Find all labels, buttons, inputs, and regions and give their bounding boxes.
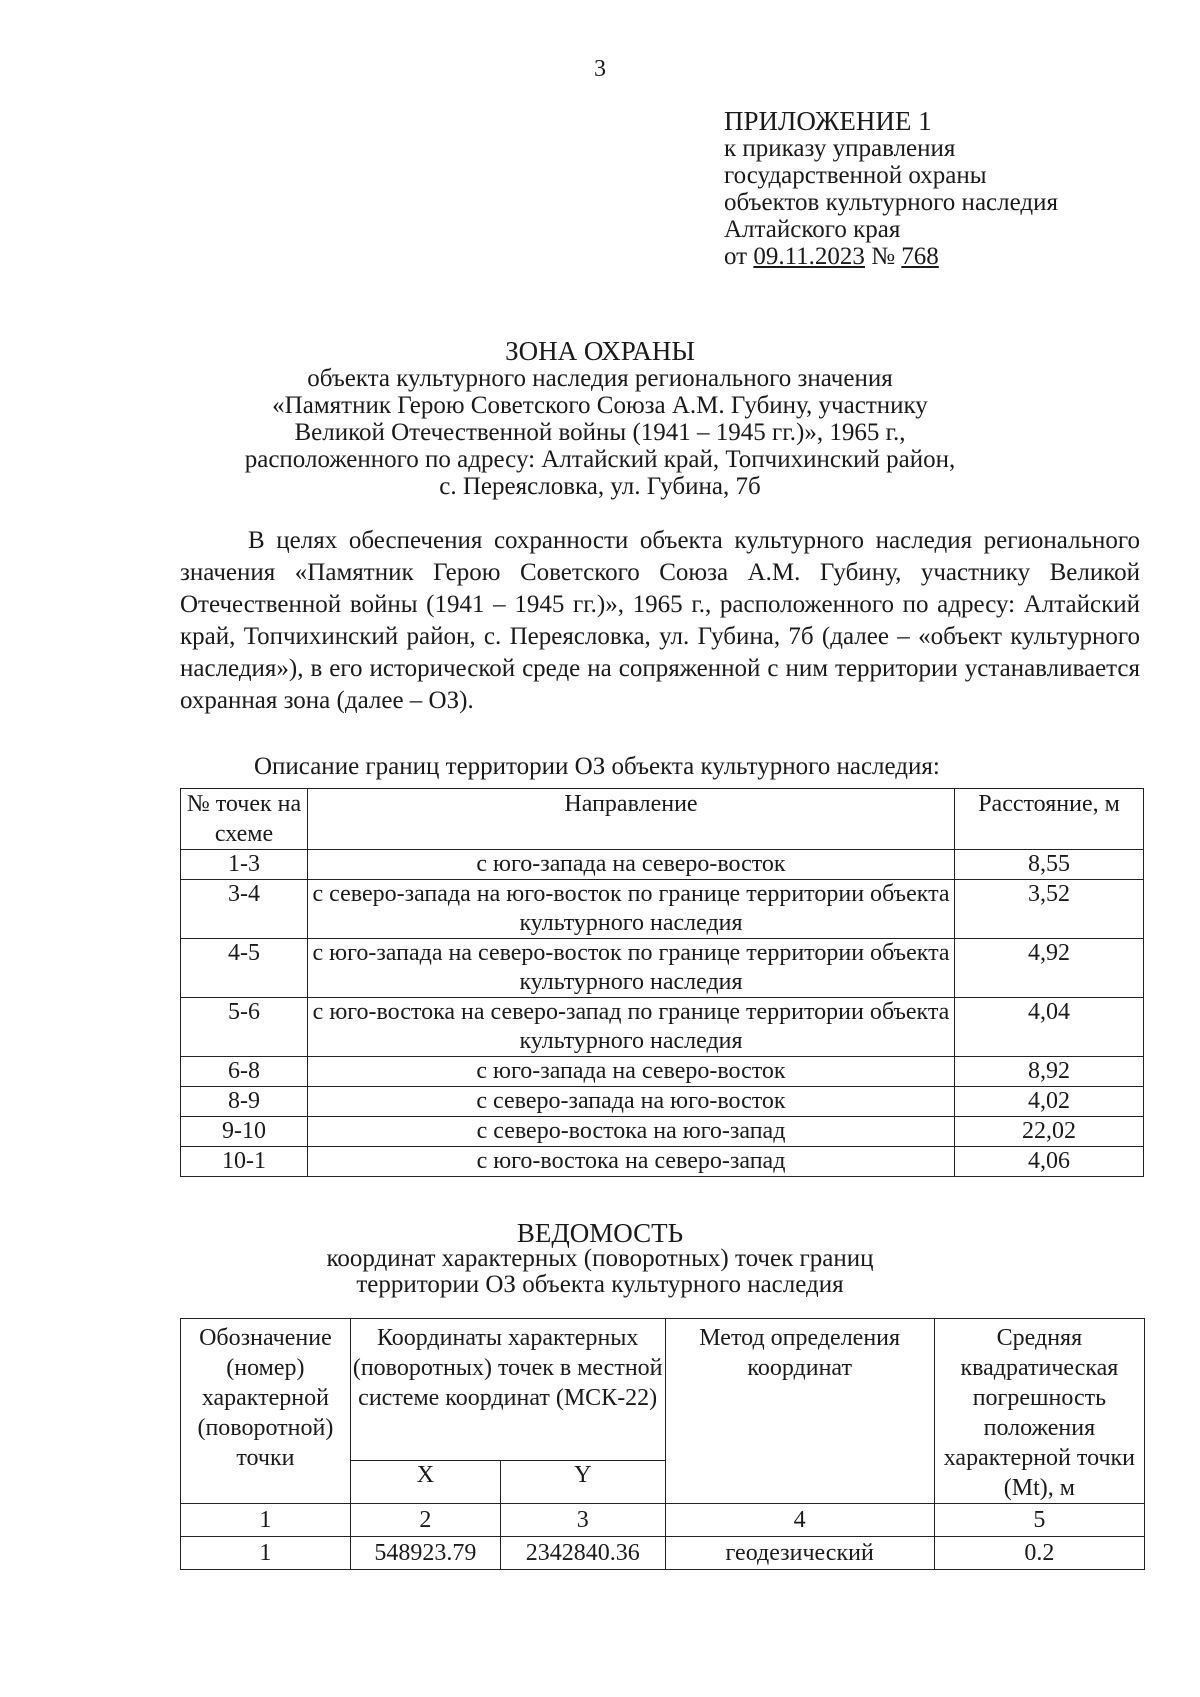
column-number: 1 [181, 1504, 351, 1537]
number-sign: № [864, 243, 902, 270]
appendix-line: государственной охраны [724, 162, 987, 189]
header-y: Y [500, 1460, 665, 1503]
table-header-row [181, 789, 1144, 850]
cell-distance: 22,02 [955, 1117, 1144, 1147]
cell-direction: с северо-востока на юго-запад [308, 1117, 955, 1147]
cell-point: 1 [181, 1537, 351, 1570]
zone-subtitle-line: «Памятник Герою Советского Союза А.М. Губину, участнику [272, 392, 928, 419]
header-method: Метод определения координат [665, 1319, 934, 1504]
zone-subtitle-line: Великой Отечественной войны (1941 – 1945 гг.)», 1965 г., [294, 419, 906, 446]
table-row [181, 939, 1144, 998]
appendix-date-line [724, 243, 1058, 270]
appendix-line: к приказу управления [724, 135, 956, 162]
cell-points: 9-10 [181, 1117, 308, 1147]
vedomost-subtitle-line: территории ОЗ объекта культурного наследия [356, 1271, 844, 1298]
intro-paragraph: В целях обеспечения сохранности объекта культурного наследия регионального значения «Памятник Герою Советского Союза А.М. Губину, участнику Великой Отечественной войны (1941 – 1945 гг.)», 1965 г., расположенного по адресу: Алтайский край, Топчихинский район, с. Переясловка, ул. Губина, 7б (далее – «объект культурного наследия»), в его исторической среде на сопряженной с ним территории устанавливается охранная зона (далее – ОЗ). [180, 527, 1140, 714]
column-number: 2 [350, 1504, 500, 1537]
appendix-line: объектов культурного наследия [724, 189, 1058, 216]
cell-x: 548923.79 [350, 1537, 500, 1570]
boundary-description-table [180, 788, 1144, 1177]
cell-distance: 3,52 [955, 880, 1144, 939]
vedomost-title-block [0, 1220, 1200, 1298]
header-error: Средняя квадратическая погрешность положения характерной точки (Mt), м [934, 1319, 1144, 1504]
cell-points: 4-5 [181, 939, 308, 998]
column-number-row [181, 1504, 1145, 1537]
table-row [181, 1537, 1145, 1570]
header-coordinates: Координаты характерных (поворотных) точек в местной системе координат (МСК-22) [350, 1319, 665, 1461]
column-number: 3 [500, 1504, 665, 1537]
zone-subtitle-line: объекта культурного наследия регионального значения [307, 365, 893, 392]
zone-subtitle-line: расположенного по адресу: Алтайский край, Топчихинский район, [244, 446, 956, 473]
cell-points: 3-4 [181, 880, 308, 939]
column-number: 5 [934, 1504, 1144, 1537]
cell-error: 0.2 [934, 1537, 1144, 1570]
order-number: 768 [901, 243, 939, 270]
order-date: 09.11.2023 [753, 243, 865, 270]
cell-points: 8-9 [181, 1087, 308, 1117]
cell-distance: 4,02 [955, 1087, 1144, 1117]
table-row [181, 850, 1144, 880]
appendix-block [724, 108, 1058, 270]
description-caption: Описание границ территории ОЗ объекта культурного наследия: [254, 753, 940, 780]
page-number: 3 [594, 56, 606, 82]
zone-subtitle-line: с. Переясловка, ул. Губина, 7б [439, 473, 761, 500]
header-distance: Расстояние, м [955, 789, 1144, 850]
date-prefix: от [724, 243, 754, 270]
table-row [181, 1117, 1144, 1147]
cell-distance: 4,04 [955, 998, 1144, 1057]
zone-title: ЗОНА ОХРАНЫ [505, 336, 695, 366]
table-row [181, 998, 1144, 1057]
cell-direction: с юго-запада на северо-восток [308, 850, 955, 880]
cell-distance: 8,55 [955, 850, 1144, 880]
cell-direction: с северо-запада на юго-восток по границе территории объекта культурного наследия [308, 880, 955, 939]
appendix-line: Алтайского края [724, 216, 901, 243]
cell-direction: с юго-востока на северо-запад по границе территории объекта культурного наследия [308, 998, 955, 1057]
zone-title-block [0, 338, 1200, 500]
cell-distance: 4,92 [955, 939, 1144, 998]
cell-distance: 4,06 [955, 1147, 1144, 1177]
cell-points: 5-6 [181, 998, 308, 1057]
coordinates-table [180, 1318, 1145, 1570]
table-row [181, 1147, 1144, 1177]
table-row [181, 1057, 1144, 1087]
cell-points: 6-8 [181, 1057, 308, 1087]
cell-direction: с юго-запада на северо-восток [308, 1057, 955, 1087]
table-header-row [181, 1319, 1145, 1461]
header-x: X [350, 1460, 500, 1503]
appendix-title: ПРИЛОЖЕНИЕ 1 [724, 106, 932, 136]
cell-method: геодезический [665, 1537, 934, 1570]
vedomost-title: ВЕДОМОСТЬ [516, 1218, 684, 1248]
header-designation: Обозначение (номер) характерной (поворотной) точки [181, 1319, 351, 1504]
vedomost-subtitle-line: координат характерных (поворотных) точек границ [326, 1245, 874, 1272]
cell-direction: с юго-востока на северо-запад [308, 1147, 955, 1177]
cell-points: 10-1 [181, 1147, 308, 1177]
table-row [181, 1087, 1144, 1117]
cell-direction: с северо-запада на юго-восток [308, 1087, 955, 1117]
cell-direction: с юго-запада на северо-восток по границе территории объекта культурного наследия [308, 939, 955, 998]
column-number: 4 [665, 1504, 934, 1537]
header-points: № точек на схеме [181, 789, 308, 850]
cell-distance: 8,92 [955, 1057, 1144, 1087]
header-direction: Направление [308, 789, 955, 850]
table-row [181, 880, 1144, 939]
cell-y: 2342840.36 [500, 1537, 665, 1570]
cell-points: 1-3 [181, 850, 308, 880]
